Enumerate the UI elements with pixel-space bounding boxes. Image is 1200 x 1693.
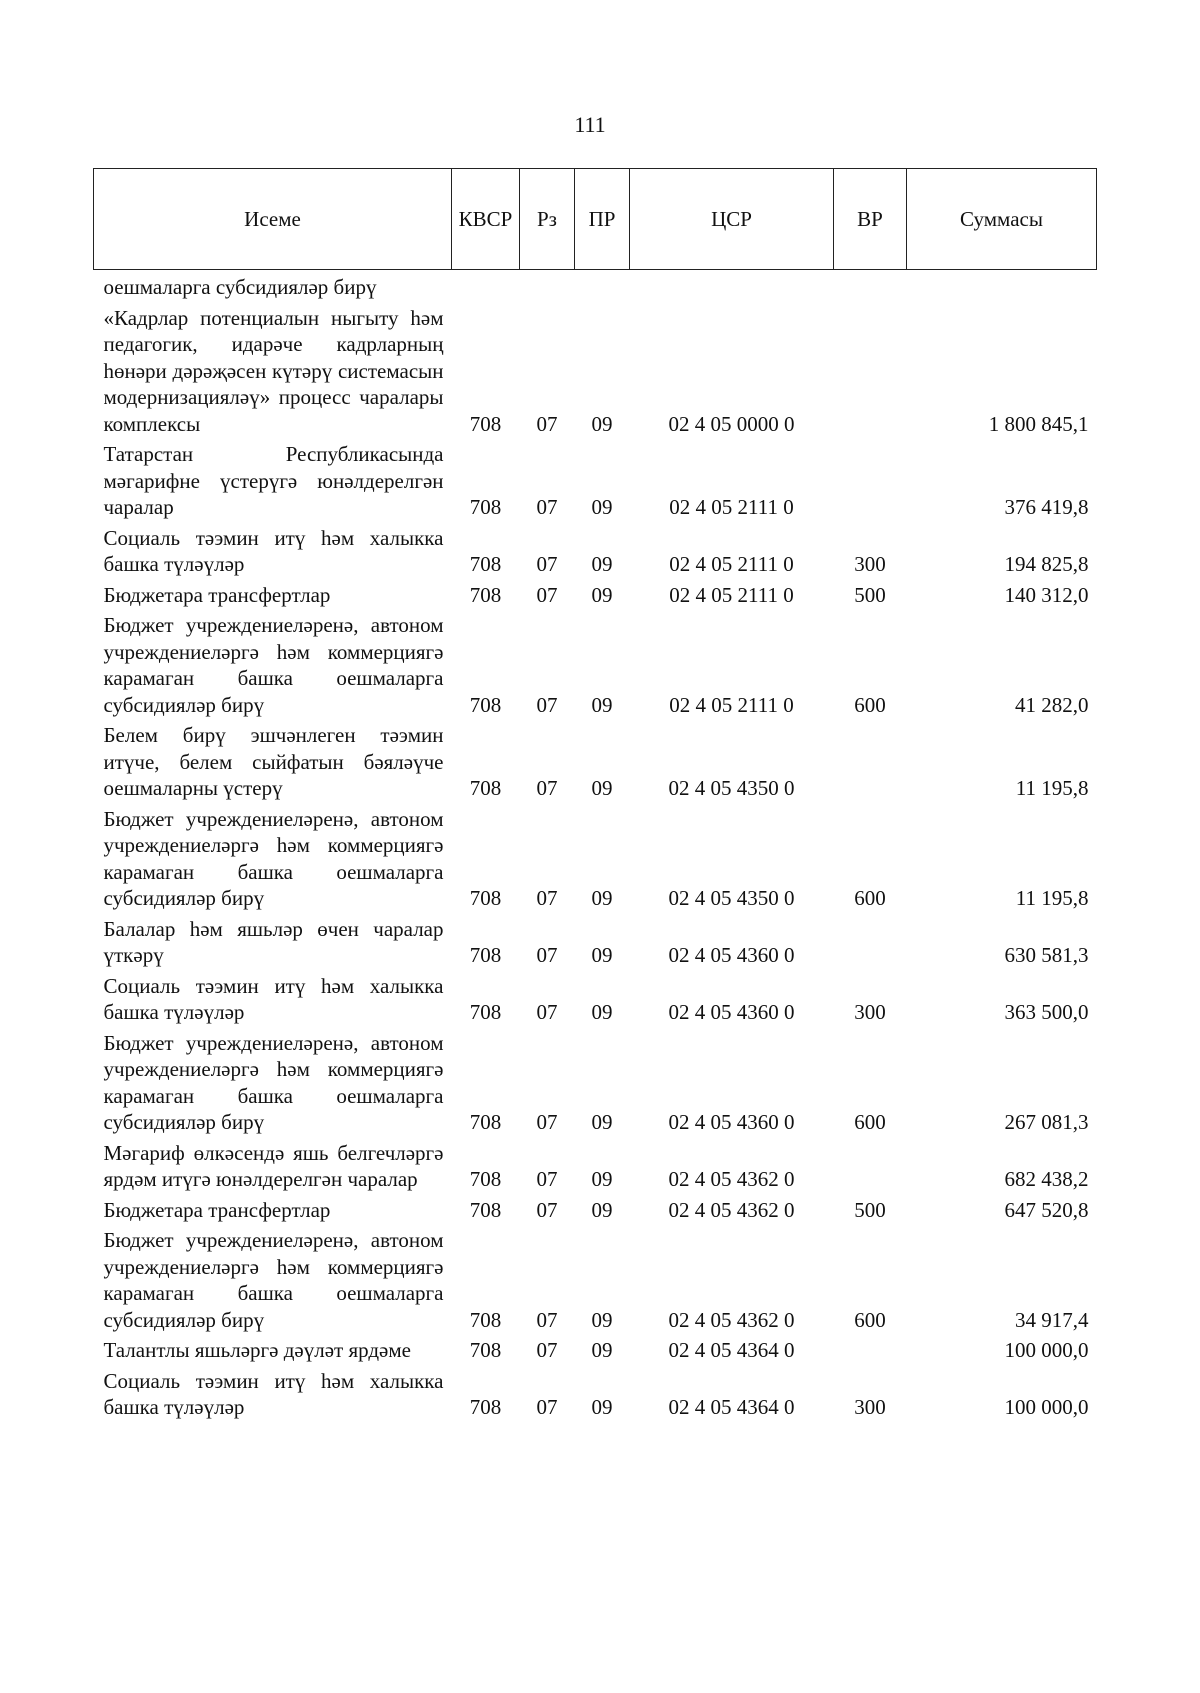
cell-rz: 07 [536, 886, 558, 910]
table-row [94, 1364, 1097, 1421]
table-row [94, 608, 1097, 718]
table-row [94, 802, 1097, 912]
cell-name: Бюджетара трансфертлар [103, 582, 331, 607]
cell-rz: 07 [536, 552, 558, 576]
cell-sum: 363 500,0 [1004, 1000, 1089, 1024]
table-header [94, 169, 1097, 270]
cell-vr: 600 [854, 886, 886, 910]
table-row [94, 1136, 1097, 1193]
table-row [94, 437, 1097, 521]
cell-csr: 02 4 05 4360 0 [668, 943, 795, 967]
cell-sum: 376 419,8 [1004, 495, 1089, 519]
cell-sum: 41 282,0 [1015, 692, 1089, 717]
cell-sum: 100 000,0 [1004, 1395, 1089, 1419]
cell-sum: 140 312,0 [1004, 582, 1089, 607]
cell-sum: 11 195,8 [1015, 776, 1089, 800]
cell-kvsr [452, 270, 520, 301]
table-row [94, 521, 1097, 578]
table-row [94, 1193, 1097, 1224]
cell-sum: 194 825,8 [1004, 552, 1089, 576]
cell-sum: 34 917,4 [1015, 1307, 1089, 1332]
cell-kvsr: 708 [469, 411, 502, 436]
cell-kvsr: 708 [469, 495, 502, 519]
cell-rz: 07 [536, 411, 558, 436]
header-name: Исеме [94, 169, 452, 270]
cell-pr: 09 [591, 582, 613, 607]
cell-kvsr: 708 [469, 943, 502, 967]
cell-pr: 09 [591, 776, 613, 800]
cell-kvsr: 708 [469, 1000, 502, 1024]
cell-kvsr: 708 [469, 552, 502, 576]
header-rz: Рз [520, 169, 575, 270]
cell-name: Бюджет учреждениеләренә, автоном учреждениеләргә һәм коммерциягә карамаган башка оешмаларга субсидияләр бирү [103, 1228, 444, 1332]
cell-name: Бюджет учреждениеләренә, автоном учреждениеләргә һәм коммерциягә карамаган башка оешмаларга субсидияләр бирү [103, 613, 444, 717]
cell-pr: 09 [591, 495, 613, 519]
cell-pr [575, 270, 630, 301]
cell-pr: 09 [591, 1307, 613, 1332]
cell-name: Татарстан Республикасында мәгарифне үстерүгә юнәлдерелгән чаралар [103, 442, 444, 519]
cell-kvsr: 708 [469, 582, 502, 607]
table-body [94, 270, 1097, 1421]
cell-name: Балалар һәм яшьләр өчен чаралар үткәрү [103, 916, 444, 967]
table-row [94, 578, 1097, 609]
cell-rz: 07 [536, 1307, 558, 1332]
cell-name: Талантлы яшьләргә дәүләт ярдәме [103, 1338, 411, 1362]
header-kvsr: КВСР [452, 169, 520, 270]
cell-csr: 02 4 05 4360 0 [668, 1110, 795, 1134]
cell-csr: 02 4 05 2111 0 [669, 582, 794, 607]
cell-vr: 600 [854, 1110, 886, 1134]
cell-rz: 07 [536, 943, 558, 967]
cell-vr [834, 718, 907, 802]
header-vr: ВР [834, 169, 907, 270]
cell-name: Социаль тәэмин итү һәм халыкка башка түләүләр [103, 1368, 444, 1419]
cell-rz: 07 [536, 1167, 558, 1191]
cell-csr: 02 4 05 4350 0 [668, 886, 795, 910]
cell-name: Бюджетара трансфертлар [103, 1197, 331, 1222]
cell-kvsr: 708 [469, 1167, 502, 1191]
cell-csr: 02 4 05 4360 0 [668, 1000, 795, 1024]
cell-sum: 1 800 845,1 [988, 411, 1089, 436]
cell-pr: 09 [591, 1395, 613, 1419]
table-row [94, 301, 1097, 438]
cell-kvsr: 708 [469, 1338, 502, 1362]
cell-csr: 02 4 05 4364 0 [668, 1338, 795, 1362]
header-pr: ПР [575, 169, 630, 270]
cell-rz: 07 [536, 1395, 558, 1419]
cell-pr: 09 [591, 1110, 613, 1134]
cell-rz: 07 [536, 776, 558, 800]
cell-vr: 600 [854, 692, 886, 717]
cell-pr: 09 [591, 552, 613, 576]
table-row [94, 270, 1097, 301]
cell-pr: 09 [591, 886, 613, 910]
cell-vr: 300 [854, 1395, 886, 1419]
cell-vr: 500 [854, 582, 886, 607]
cell-name: «Кадрлар потенциалын ныгыту һәм педагогик, идарәче кадрларның һөнәри дәрәҗәсен күтәрү системасын модернизацияләү» процесс чаралары комплексы [103, 305, 444, 436]
cell-name: Социаль тәэмин итү һәм халыкка башка түләүләр [103, 973, 444, 1024]
cell-rz: 07 [536, 582, 558, 607]
cell-name: Мәгариф өлкәсендә яшь белгечләргә ярдәм итүгә юнәлдерелгән чаралар [103, 1140, 444, 1191]
cell-csr: 02 4 05 2111 0 [669, 495, 794, 519]
cell-pr: 09 [591, 1197, 613, 1222]
cell-vr: 500 [854, 1197, 886, 1222]
cell-pr: 09 [591, 692, 613, 717]
header-csr: ЦСР [630, 169, 834, 270]
cell-csr [630, 270, 834, 301]
cell-kvsr: 708 [469, 1395, 502, 1419]
cell-vr: 600 [854, 1307, 886, 1332]
cell-vr [834, 1333, 907, 1364]
header-row [94, 169, 1097, 270]
cell-pr: 09 [591, 1338, 613, 1362]
cell-sum [907, 270, 1097, 301]
cell-vr [834, 437, 907, 521]
cell-pr: 09 [591, 1000, 613, 1024]
table-row [94, 1223, 1097, 1333]
cell-kvsr: 708 [469, 776, 502, 800]
cell-name: Белем бирү эшчәнлеген тәэмин итүче, белем сыйфатын бәяләүче оешмаларны үстерү [103, 723, 444, 800]
cell-vr: 300 [854, 552, 886, 576]
cell-rz: 07 [536, 1000, 558, 1024]
cell-pr: 09 [591, 1167, 613, 1191]
table-row [94, 969, 1097, 1026]
budget-table [93, 168, 1097, 1421]
cell-vr: 300 [854, 1000, 886, 1024]
cell-rz: 07 [536, 1338, 558, 1362]
cell-rz: 07 [536, 1197, 558, 1222]
cell-csr: 02 4 05 4362 0 [668, 1307, 795, 1332]
cell-rz: 07 [536, 495, 558, 519]
cell-kvsr: 708 [469, 692, 502, 717]
table-row [94, 912, 1097, 969]
cell-csr: 02 4 05 4350 0 [668, 776, 795, 800]
table-row [94, 1026, 1097, 1136]
cell-sum: 682 438,2 [1004, 1167, 1089, 1191]
cell-csr: 02 4 05 4364 0 [668, 1395, 795, 1419]
cell-vr [834, 270, 907, 301]
cell-name: Социаль тәэмин итү һәм халыкка башка түләүләр [103, 525, 444, 576]
cell-kvsr: 708 [469, 1307, 502, 1332]
cell-name: оешмаларга субсидияләр бирү [103, 275, 377, 299]
cell-csr: 02 4 05 4362 0 [668, 1197, 795, 1222]
cell-csr: 02 4 05 0000 0 [668, 411, 795, 436]
cell-pr: 09 [591, 411, 613, 436]
cell-csr: 02 4 05 2111 0 [669, 692, 794, 717]
page-number: 111 [574, 112, 606, 137]
cell-pr: 09 [591, 943, 613, 967]
cell-vr [834, 912, 907, 969]
cell-kvsr: 708 [469, 1197, 502, 1222]
cell-vr [834, 1136, 907, 1193]
cell-kvsr: 708 [469, 886, 502, 910]
cell-sum: 11 195,8 [1015, 886, 1089, 910]
header-sum: Суммасы [907, 169, 1097, 270]
cell-rz [520, 270, 575, 301]
table-row [94, 718, 1097, 802]
cell-sum: 647 520,8 [1004, 1197, 1089, 1222]
cell-csr: 02 4 05 4362 0 [668, 1167, 795, 1191]
table-row [94, 1333, 1097, 1364]
cell-vr [834, 301, 907, 438]
cell-sum: 630 581,3 [1004, 943, 1089, 967]
cell-name: Бюджет учреждениеләренә, автоном учреждениеләргә һәм коммерциягә карамаган башка оешмаларга субсидияләр бирү [103, 1030, 444, 1134]
cell-sum: 267 081,3 [1004, 1110, 1089, 1134]
cell-rz: 07 [536, 692, 558, 717]
cell-sum: 100 000,0 [1004, 1338, 1089, 1362]
cell-rz: 07 [536, 1110, 558, 1134]
cell-name: Бюджет учреждениеләренә, автоном учреждениеләргә һәм коммерциягә карамаган башка оешмаларга субсидияләр бирү [103, 806, 444, 910]
cell-kvsr: 708 [469, 1110, 502, 1134]
cell-csr: 02 4 05 2111 0 [669, 552, 794, 576]
